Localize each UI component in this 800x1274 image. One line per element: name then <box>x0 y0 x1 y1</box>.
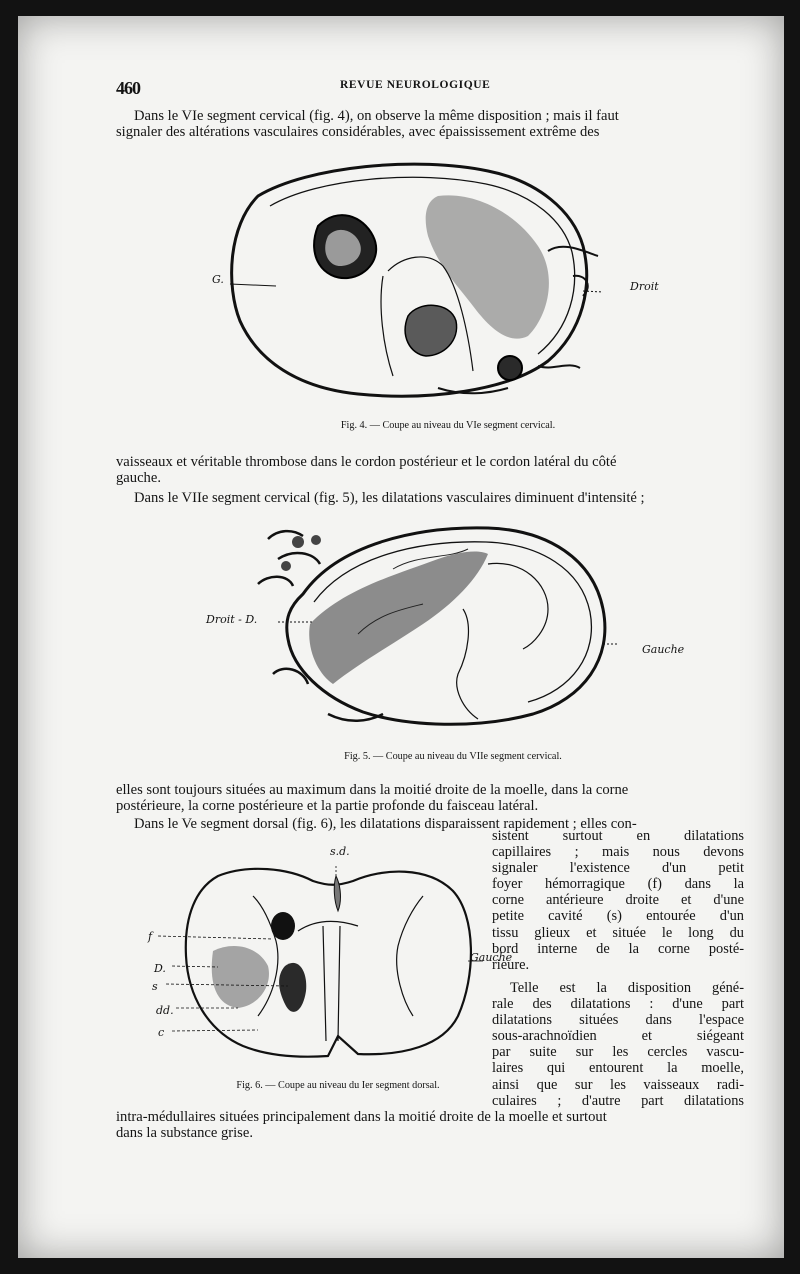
figure-5-caption: Fig. 5. — Coupe au niveau du VIIe segment cervical. <box>344 751 562 762</box>
figure-4-caption: Fig. 4. — Coupe au niveau du VIe segment cervical. <box>340 420 556 431</box>
text-line: laires qui entourent la moelle, <box>492 1060 744 1077</box>
figure-6-label-D: D. <box>154 962 166 975</box>
text-line: tissu glieux et située le long du <box>492 924 744 941</box>
text-line: capillaires ; mais nous devons <box>492 844 744 861</box>
figure-6-label-c: c <box>158 1026 165 1039</box>
text-line: dans la substance grise. <box>116 1125 253 1142</box>
text-line: foyer hémorragique (f) dans la <box>492 876 744 893</box>
text-line: rale des dilatations : d'une part <box>492 996 744 1013</box>
paragraph-4 <box>116 782 746 815</box>
figure-4-label-right: Droit <box>630 280 659 293</box>
paragraph-6-column <box>492 828 744 973</box>
text-line: Dans le VIIe segment cervical (fig. 5), les dilatations vasculaires diminuent d'intensité ; <box>134 490 645 506</box>
figure-6-drawing <box>158 846 483 1068</box>
text-line: intra-médullaires situées principalement dans la moitié droite de la moelle et surtout <box>116 1109 607 1125</box>
figure-5-label-right: Gauche <box>642 643 685 656</box>
figure-6-label-f: f <box>148 930 153 943</box>
text-line: Telle est la disposition géné- <box>510 980 744 996</box>
text-line: bord interne de la corne posté- <box>492 940 744 957</box>
text-line: Dans le Ve segment dorsal (fig. 6), les dilatations disparaissent rapidement ; elles con- <box>134 816 637 832</box>
text-line: dilatations situées dans l'espace <box>492 1012 744 1029</box>
text-line: culaires ; d'autre part dilatations <box>492 1092 744 1109</box>
paragraph-3 <box>116 490 746 506</box>
paragraph-2 <box>116 454 746 487</box>
figure-5-label-left: Droit - D. <box>206 613 258 626</box>
paragraph-1 <box>116 108 746 141</box>
text-line: signaler l'existence d'un petit <box>492 860 744 877</box>
text-line: corne antérieure droite et d'une <box>492 892 744 909</box>
figure-6-label-right: Gauche <box>470 951 513 964</box>
figure-6-label-top: s.d. <box>330 845 350 858</box>
text-line: postérieure, la corne postérieure et la partie profonde du faisceau latéral. <box>116 798 539 815</box>
figure-4-drawing <box>188 156 608 401</box>
text-line: signaler des altérations vasculaires considérables, avec épaississement extrême des <box>116 124 600 141</box>
text-line: par suite sur les cercles vascu- <box>492 1044 744 1061</box>
text-line: gauche. <box>116 470 161 487</box>
text-line: vaisseaux et véritable thrombose dans le cordon postérieur et le cordon latéral du côté <box>116 454 617 470</box>
text-line: ainsi que sur les vaisseaux radi- <box>492 1076 744 1093</box>
paragraph-7-column <box>492 980 744 1109</box>
running-header: REVUE NEUROLOGIQUE <box>340 79 491 91</box>
figure-5-drawing <box>248 514 618 742</box>
paragraph-8 <box>116 1109 746 1142</box>
text-line: rieure. <box>492 956 530 973</box>
text-line: petite cavité (s) entourée d'un <box>492 908 744 925</box>
text-line: sous-arachnoïdien et siégeant <box>492 1028 744 1045</box>
scanned-page <box>18 16 784 1258</box>
text-line: Dans le VIe segment cervical (fig. 4), on observe la même disposition ; mais il faut <box>134 108 619 124</box>
figure-6-label-dd: dd. <box>156 1004 174 1017</box>
text-line: elles sont toujours situées au maximum dans la moitié droite de la moelle, dans la corne <box>116 782 629 798</box>
text-line: sistent surtout en dilatations <box>492 828 744 844</box>
figure-6-label-s: s <box>152 980 158 993</box>
figure-4-label-left: G. <box>212 273 224 286</box>
page-number: 460 <box>116 78 140 98</box>
figure-6-caption: Fig. 6. — Coupe au niveau du Ier segment dorsal. <box>236 1080 440 1091</box>
